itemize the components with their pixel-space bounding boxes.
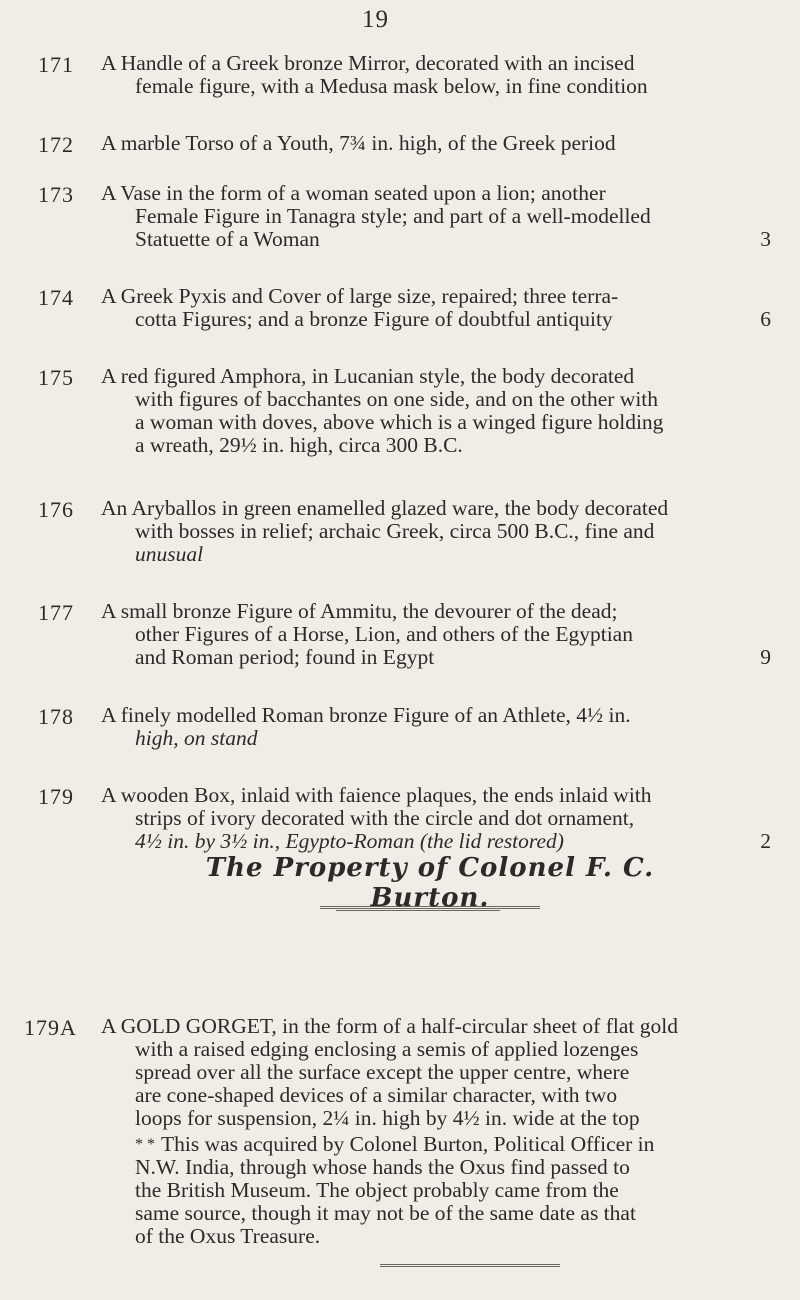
lot-line: are cone-shaped devices of a similar character, with two <box>135 1083 618 1107</box>
end-divider <box>380 1264 560 1267</box>
note-line: the British Museum. The object probably came from the <box>135 1178 619 1202</box>
lot-number: 174 <box>38 285 74 310</box>
lot-line: with figures of bacchantes on one side, and on the other with <box>135 387 659 411</box>
lot-number: 176 <box>38 497 74 522</box>
lot-description <box>101 704 771 750</box>
note-marker: * * <box>135 1136 155 1153</box>
lot-line: A wooden Box, inlaid with faience plaques, the ends inlaid with <box>101 783 652 807</box>
lot-line: A marble Torso of a Youth, 7¾ in. high, of the Greek period <box>101 131 616 155</box>
note-line: of the Oxus Treasure. <box>135 1224 321 1248</box>
lot-line: with bosses in relief; archaic Greek, circa 500 B.C., fine and <box>135 519 655 543</box>
lot-number: 179 <box>38 784 74 809</box>
lot-line: A Greek Pyxis and Cover of large size, repaired; three terra- <box>101 284 619 308</box>
lot-quantity: 9 <box>760 645 771 669</box>
lot-line: and Roman period; found in Egypt <box>135 645 435 669</box>
lot-line: A small bronze Figure of Ammitu, the devourer of the dead; <box>101 599 618 623</box>
note-line: N.W. India, through whose hands the Oxus find passed to <box>135 1155 630 1179</box>
lot-line: strips of ivory decorated with the circle and dot ornament, <box>135 806 635 830</box>
lot-line: A GOLD GORGET, in the form of a half-circular sheet of flat gold <box>101 1014 678 1038</box>
lot-line: A Vase in the form of a woman seated upon a lion; another <box>101 181 606 205</box>
lot-number: 171 <box>38 52 74 77</box>
lot-line: cotta Figures; and a bronze Figure of doubtful antiquity <box>135 307 613 331</box>
lot-number: 172 <box>38 132 74 157</box>
lot-line: unusual <box>135 542 204 566</box>
lot-number: 175 <box>38 365 74 390</box>
lot-line: A Handle of a Greek bronze Mirror, decorated with an incised <box>101 51 635 75</box>
note-line: same source, though it may not be of the same date as that <box>135 1201 636 1225</box>
lot-line: Statuette of a Woman <box>135 227 320 251</box>
lot-number: 178 <box>38 704 74 729</box>
lot-description <box>101 365 771 457</box>
lot-number: 179A <box>24 1015 77 1040</box>
lot-description <box>101 600 771 669</box>
lot-description <box>101 784 771 853</box>
lot-number: 173 <box>38 182 74 207</box>
lot-line: a woman with doves, above which is a winged figure holding <box>135 410 664 434</box>
lot-line: A red figured Amphora, in Lucanian style, the body decorated <box>101 364 635 388</box>
lot-line: a wreath, 29½ in. high, circa 300 B.C. <box>135 433 463 457</box>
lot-line: female figure, with a Medusa mask below, in fine condition <box>135 74 648 98</box>
lot-quantity: 6 <box>760 307 771 331</box>
lot-line: high, on stand <box>135 726 258 750</box>
heading-underline <box>336 910 500 911</box>
lot-line: An Aryballos in green enamelled glazed ware, the body decorated <box>101 496 669 520</box>
note-line: * * This was acquired by Colonel Burton, Political Officer in <box>135 1132 655 1156</box>
lot-description <box>101 497 771 566</box>
lot-description <box>101 182 771 251</box>
lot-line: with a raised edging enclosing a semis of applied lozenges <box>135 1037 639 1061</box>
lot-quantity: 3 <box>760 227 771 251</box>
lot-quantity: 2 <box>760 829 771 853</box>
lot-line: Female Figure in Tanagra style; and part of a well-modelled <box>135 204 651 228</box>
lot-line: loops for suspension, 2¼ in. high by 4½ in. wide at the top <box>135 1106 640 1130</box>
page-number: 19 <box>362 6 389 33</box>
lot-number: 177 <box>38 600 74 625</box>
provenance-note <box>101 1133 771 1248</box>
lot-line: spread over all the surface except the upper centre, where <box>135 1060 630 1084</box>
lot-description <box>101 1015 771 1130</box>
lot-line: 4½ in. by 3½ in., Egypto-Roman (the lid restored) <box>135 829 564 853</box>
section-heading: The Property of Colonel F. C. Burton. <box>205 853 655 913</box>
lot-description <box>101 132 771 155</box>
lot-description <box>101 52 771 98</box>
lot-line: A finely modelled Roman bronze Figure of an Athlete, 4½ in. <box>101 703 631 727</box>
lot-line: other Figures of a Horse, Lion, and others of the Egyptian <box>135 622 633 646</box>
lot-description <box>101 285 771 331</box>
